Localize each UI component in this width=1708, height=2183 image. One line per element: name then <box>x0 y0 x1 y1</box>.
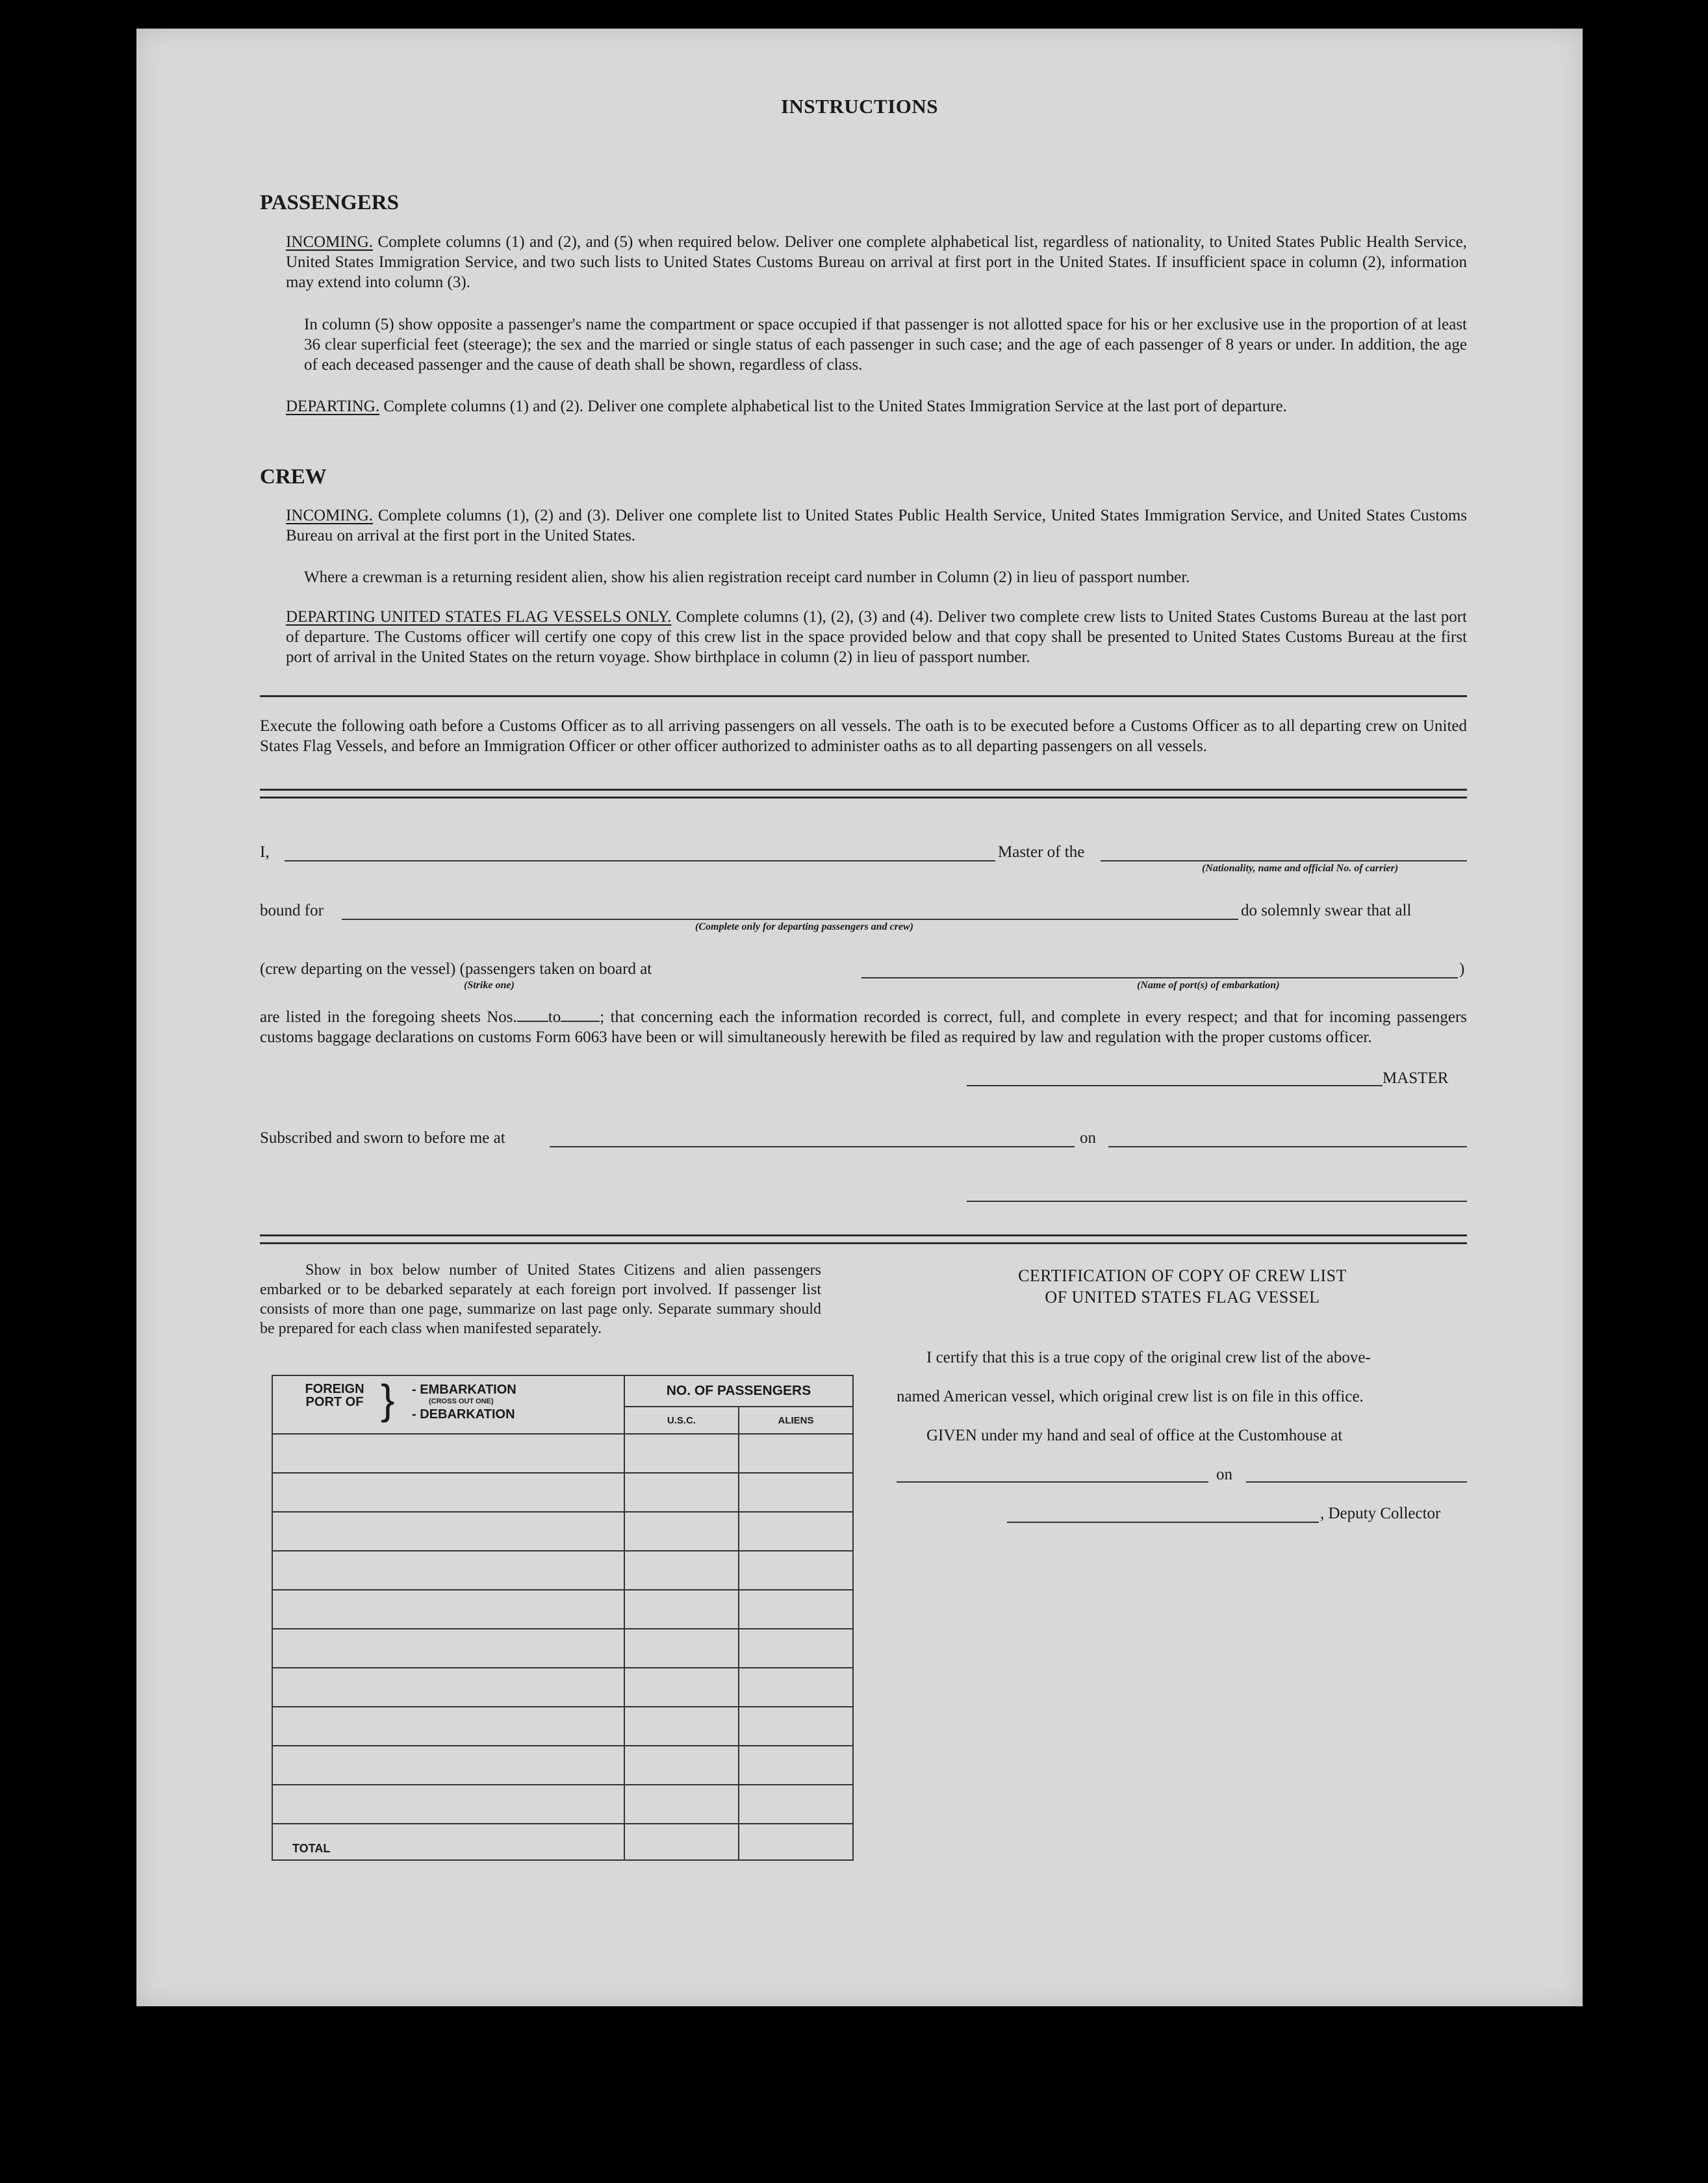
usc-cell[interactable] <box>624 1746 739 1785</box>
usc-header: U.S.C. <box>624 1407 739 1434</box>
port-cell[interactable] <box>272 1746 624 1785</box>
sheet-to-field[interactable] <box>561 1021 600 1022</box>
passengers-departing-paragraph <box>286 396 1467 416</box>
subscribed-label: Subscribed and sworn to before me at <box>260 1129 505 1147</box>
bottom-divider <box>260 1234 1467 1244</box>
crew-heading: CREW <box>260 465 327 489</box>
officer-signature-field[interactable] <box>967 1201 1467 1202</box>
close-paren: ) <box>1459 960 1465 978</box>
port-cell[interactable] <box>272 1473 624 1512</box>
oath-i-label: I, <box>260 843 270 861</box>
aliens-cell[interactable] <box>739 1551 853 1590</box>
section-divider-top <box>260 695 1467 697</box>
usc-cell[interactable] <box>624 1629 739 1668</box>
certification-date-field[interactable] <box>1246 1481 1467 1483</box>
foreign-port-header <box>272 1375 624 1434</box>
aliens-cell[interactable] <box>739 1707 853 1746</box>
oath-intro-paragraph: Execute the following oath before a Customs Officer as to all arriving passengers on all vessels. The oath is to be executed before a Customs Officer as to all departing crew on United States Flag Vessels, and before an Immigration Officer or other officer authorized to administer oaths as to all departing passengers on all vessels. <box>260 717 1467 755</box>
sworn-place-field[interactable] <box>550 1146 1075 1147</box>
certification-line-2: named American vessel, which original crew list is on file in this office. <box>897 1388 1364 1405</box>
aliens-cell[interactable] <box>739 1590 853 1629</box>
aliens-cell[interactable] <box>739 1512 853 1551</box>
ports-note: (Name of port(s) of embarkation) <box>1137 980 1280 991</box>
bound-for-field[interactable] <box>342 919 1238 920</box>
passengers-departing-label: DEPARTING. <box>286 398 380 415</box>
page-title: INSTRUCTIONS <box>780 95 938 118</box>
usc-cell[interactable] <box>624 1785 739 1824</box>
passengers-heading: PASSENGERS <box>260 191 399 214</box>
oath-divider <box>260 789 1467 798</box>
aliens-cell[interactable] <box>739 1434 853 1473</box>
crew-passengers-label: (crew departing on the vessel) (passengers taken on board at <box>260 960 652 978</box>
sheet-from-field[interactable] <box>517 1021 548 1022</box>
master-of-label: Master of the <box>998 843 1085 861</box>
usc-cell[interactable] <box>624 1512 739 1551</box>
crew-incoming-paragraph <box>286 505 1467 546</box>
port-cell[interactable] <box>272 1590 624 1629</box>
port-cell[interactable] <box>272 1707 624 1746</box>
customhouse-field[interactable] <box>897 1481 1208 1483</box>
crew-incoming-text: Complete columns (1), (2) and (3). Deliver one complete list to United States Public Health Service, United States Immigration Service, and United States Customs Bureau on arrival at the first port in the United States. <box>286 507 1467 544</box>
listed-to: to <box>548 1008 561 1026</box>
aliens-header: ALIENS <box>739 1407 853 1434</box>
port-cell[interactable] <box>272 1629 624 1668</box>
aliens-cell[interactable] <box>739 1473 853 1512</box>
port-cell[interactable] <box>272 1512 624 1551</box>
aliens-cell[interactable] <box>739 1746 853 1785</box>
usc-cell[interactable] <box>624 1473 739 1512</box>
usc-cell[interactable] <box>624 1551 739 1590</box>
port-cell[interactable] <box>272 1668 624 1707</box>
passengers-column5-paragraph: In column (5) show opposite a passenger's name the compartment or space occupied if that passenger is not allotted space for his or her exclusive use in the proportion of at least 36 clear superficial feet (steerage); the sex and the married or single status of each passenger in such case; and the age of each passenger of 8 years or under. In addition, the age of each deceased passenger and the cause of death shall be shown, regardless of class. <box>304 316 1467 374</box>
foreign-port-label: FOREIGN PORT OF <box>305 1382 364 1409</box>
crew-incoming-label: INCOMING. <box>286 507 374 524</box>
port-cell[interactable] <box>272 1551 624 1590</box>
bound-for-note: (Complete only for departing passengers and crew) <box>695 921 913 932</box>
certification-title-1: CERTIFICATION OF COPY OF CREW LIST <box>1018 1266 1347 1285</box>
deputy-collector-label: , Deputy Collector <box>1320 1505 1441 1522</box>
crew-resident-paragraph: Where a crewman is a returning resident alien, show his alien registration receipt card number in Column (2) in lieu of passport number. <box>304 568 1190 586</box>
usc-cell[interactable] <box>624 1707 739 1746</box>
passengers-incoming-text: Complete columns (1) and (2), and (5) when required below. Deliver one complete alphabetical list, regardless of nationality, to United States Public Health Service, United States Immigration Service, and two such lists to United States Customs Bureau on arrival at first port in the United States. If insufficient space in column (2), information may extend into column (3). <box>286 233 1467 291</box>
master-signature-field[interactable] <box>967 1085 1383 1086</box>
port-cell[interactable] <box>272 1434 624 1473</box>
certification-line-1: I certify that this is a true copy of the original crew list of the above- <box>926 1349 1371 1366</box>
listed-paragraph <box>260 1007 1467 1047</box>
sworn-date-field[interactable] <box>1108 1146 1467 1147</box>
aliens-cell[interactable] <box>739 1668 853 1707</box>
usc-cell[interactable] <box>624 1590 739 1629</box>
form-page <box>136 29 1583 2006</box>
carrier-field[interactable] <box>1101 860 1467 862</box>
total-label: TOTAL <box>272 1824 624 1860</box>
passengers-incoming-paragraph <box>286 232 1467 292</box>
crew-departing-label: DEPARTING UNITED STATES FLAG VESSELS ONLY. <box>286 608 672 626</box>
total-aliens-cell[interactable] <box>739 1824 853 1860</box>
bound-for-label: bound for <box>260 902 324 919</box>
usc-cell[interactable] <box>624 1434 739 1473</box>
sworn-on-label: on <box>1080 1129 1096 1147</box>
listed-text-b: ; that concerning each the information recorded is correct, full, and complete in every respect; and <box>600 1008 1268 1026</box>
passenger-summary-table <box>272 1375 854 1861</box>
listed-text-c: that for incoming passengers customs baggage declarations on customs Form 6063 have been or will simultaneously herewith be filed as required by law and regulation with the proper customs officer. <box>260 1008 1468 1046</box>
crew-departing-paragraph <box>286 607 1467 667</box>
summary-instructions: Show in box below number of United States Citizens and alien passengers embarked or to be debarked separately at each foreign port involved. If passenger list consists of more than one page, summarize on last page only. Separate summary should be prepared for each class when manifested separately. <box>260 1262 821 1337</box>
aliens-cell[interactable] <box>739 1785 853 1824</box>
passengers-incoming-label: INCOMING. <box>286 233 374 251</box>
cross-out-note: (CROSS OUT ONE) <box>429 1398 494 1405</box>
brace-glyph: } <box>381 1376 395 1423</box>
usc-cell[interactable] <box>624 1668 739 1707</box>
embarkation-ports-field[interactable] <box>861 977 1458 978</box>
master-name-field[interactable] <box>285 860 995 862</box>
port-cell[interactable] <box>272 1785 624 1824</box>
certification-title-2: OF UNITED STATES FLAG VESSEL <box>1045 1288 1320 1307</box>
carrier-note: (Nationality, name and official No. of carrier) <box>1202 863 1399 874</box>
total-usc-cell[interactable] <box>624 1824 739 1860</box>
certification-line-3: GIVEN under my hand and seal of office at the Customhouse at <box>926 1427 1343 1444</box>
strike-one-note: (Strike one) <box>464 980 515 991</box>
master-label: MASTER <box>1383 1069 1449 1087</box>
embarkation-label: - EMBARKATION <box>412 1383 516 1397</box>
certification-on-label: on <box>1216 1466 1232 1483</box>
no-passengers-header: NO. OF PASSENGERS <box>624 1375 853 1407</box>
swear-label: do solemnly swear that all <box>1241 902 1412 919</box>
passengers-departing-text: Complete columns (1) and (2). Deliver one complete alphabetical list to the United States Immigration Service at the last port of departure. <box>379 398 1287 415</box>
listed-text-a: are listed in the foregoing sheets Nos. <box>260 1008 517 1026</box>
deputy-signature-field[interactable] <box>1007 1522 1319 1523</box>
crew-departing-text: Complete columns (1), (2), (3) and (4). Deliver two complete crew lists to United States Customs Bureau at the last port of departure. The Customs officer will certify one copy of this crew list in the space provided below and that copy shall be presented to United States Customs Bureau at the first port of arrival in the United States on the return voyage. Show birthplace in column (2) in lieu of passport number. <box>286 608 1467 666</box>
debarkation-label: - DEBARKATION <box>412 1407 515 1422</box>
aliens-cell[interactable] <box>739 1629 853 1668</box>
